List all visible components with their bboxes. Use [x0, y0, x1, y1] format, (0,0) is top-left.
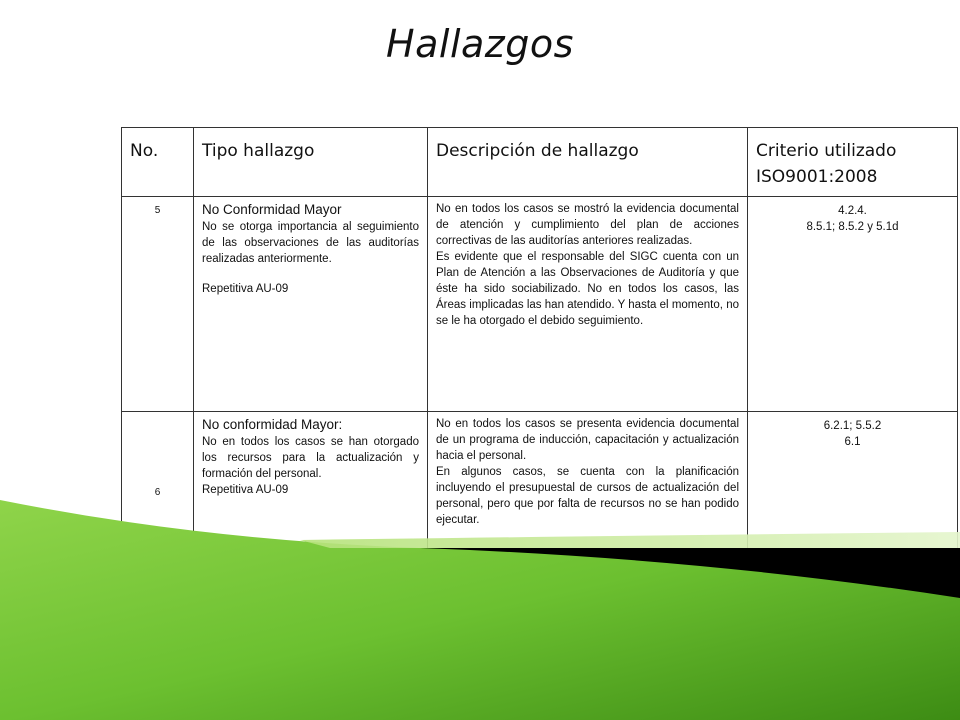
header-no: No.	[122, 128, 194, 197]
row-number: 6	[122, 412, 194, 573]
descripcion-paragraph-1: No en todos los casos se presenta evidencia documental de un programa de inducción, capacitación y actualización hacia el personal.	[436, 418, 739, 462]
row-number: 5	[122, 197, 194, 412]
descripcion-paragraph-2: En algunos casos, se cuenta con la planificación incluyendo el presupuestal de cursos de actualización del personal, pero que por falta de recursos no se han podido ejecutar.	[436, 466, 739, 526]
header-descripcion: Descripción de hallazgo	[428, 128, 748, 197]
light-green-band	[300, 532, 960, 548]
descripcion-paragraph-1: No en todos los casos se mostró la evidencia documental de atención y cumplimiento del plan de acciones correctivas de las auditorías anteriores realizadas.	[436, 203, 739, 247]
header-criterio: Criterio utilizado ISO9001:2008	[748, 128, 958, 197]
tipo-repetitiva: Repetitiva AU-09	[202, 484, 289, 496]
tipo-text: No se otorga importancia al seguimiento de las observaciones de las auditorías realizadas anteriormente.	[202, 221, 419, 265]
slide-title: Hallazgos	[386, 22, 574, 66]
criterio-line-2: 6.1	[844, 436, 861, 448]
tipo-title: No conformidad Mayor:	[202, 417, 343, 432]
criterio-line-1: 6.2.1; 5.5.2	[823, 420, 882, 432]
tipo-title: No Conformidad Mayor	[202, 202, 342, 217]
criterio-line-1: 4.2.4.	[838, 205, 867, 217]
descripcion-paragraph-2: Es evidente que el responsable del SIGC cuenta con un Plan de Atención a las Observaciones de Auditoría y que éste ha sido sociabilizado. No en todos los casos, las Áreas implicadas las han atendido. Y hasta el momento, no se le ha otorgado el debido seguimiento.	[436, 251, 739, 327]
header-tipo: Tipo hallazgo	[194, 128, 428, 197]
criterio-line-2: 8.5.1; 8.5.2 y 5.1d	[806, 221, 899, 233]
tipo-text: No en todos los casos se han otorgado los recursos para la actualización y formación del personal.	[202, 436, 419, 480]
green-swoosh	[0, 500, 960, 720]
tipo-repetitiva: Repetitiva AU-09	[202, 283, 289, 295]
